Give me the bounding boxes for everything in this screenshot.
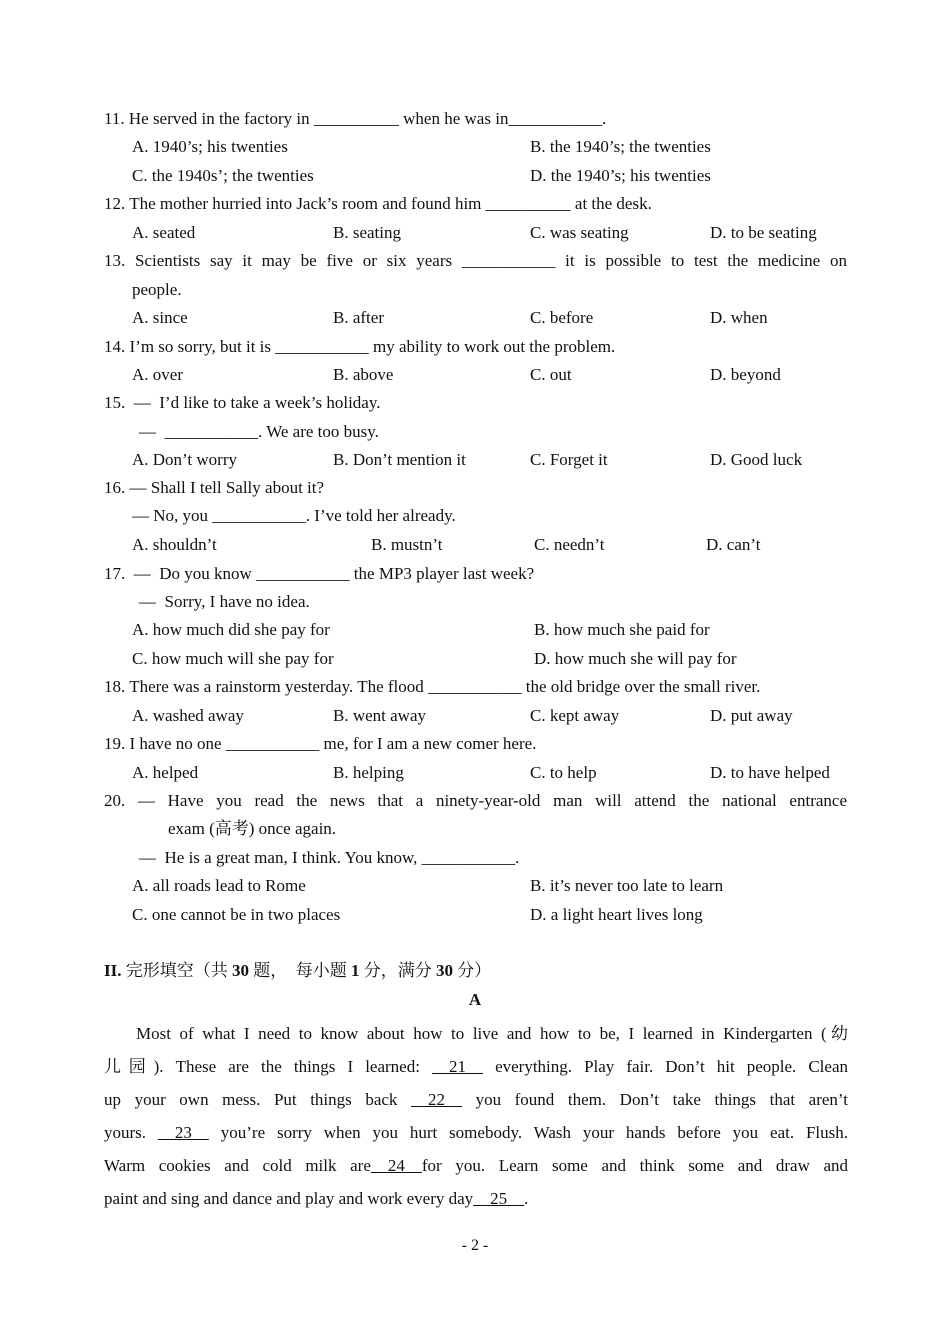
question-12-option-b: B. seating <box>333 223 401 242</box>
blank-21[interactable]: 21 <box>449 1057 466 1076</box>
question-12-stem: 12. The mother hurried into Jack’s room and found him __________ at the desk. <box>104 194 652 213</box>
question-13-option-b: B. after <box>333 308 384 327</box>
passage-line-4: yours. 23 you’re sorry when you hurt somebody. Wash your hands before you eat. Flush. <box>104 1116 848 1149</box>
question-19-stem: 19. I have no one ___________ me, for I am a new comer here. <box>104 734 537 753</box>
question-19-option-a: A. helped <box>132 763 199 782</box>
question-14-stem: 14. I’m so sorry, but it is ___________ my ability to work out the problem. <box>104 337 616 356</box>
question-15-option-c: C. Forget it <box>530 450 608 469</box>
question-15-stem: 15. — I’d like to take a week’s holiday. <box>104 393 381 412</box>
question-17-option-a: A. how much did she pay for <box>132 620 330 639</box>
question-11-option-d: D. the 1940’s; his twenties <box>530 166 711 185</box>
question-11-option-b: B. the 1940’s; the twenties <box>530 137 711 156</box>
passage-line-1: Most of what I need to know about how to live and how to be, I learned in Kindergarten (幼 <box>136 1024 848 1043</box>
question-19-option-d: D. to have helped <box>710 763 830 782</box>
question-11-option-a: A. 1940’s; his twenties <box>132 137 288 156</box>
question-20-stem-cont: exam (高考) once again. <box>168 819 337 838</box>
question-20-option-d: D. a light heart lives long <box>530 905 703 924</box>
question-12-option-d: D. to be seating <box>710 223 817 242</box>
question-16-option-c: C. needn’t <box>534 535 605 554</box>
blank-25[interactable]: 25 <box>490 1189 508 1208</box>
question-12-option-c: C. was seating <box>530 223 629 242</box>
question-20-option-c: C. one cannot be in two places <box>132 905 341 924</box>
question-16-option-d: D. can’t <box>706 535 761 554</box>
question-15-option-a: A. Don’t worry <box>132 450 237 469</box>
question-14-option-b: B. above <box>333 365 394 384</box>
passage-line-3: up your own mess. Put things back 22 you found them. Don’t take things that aren’t <box>104 1083 848 1116</box>
question-15-option-b: B. Don’t mention it <box>333 450 466 469</box>
blank-24[interactable]: 24 <box>387 1156 405 1175</box>
question-16-option-b: B. mustn’t <box>371 535 443 554</box>
question-11-option-c: C. the 1940s’; the twenties <box>132 166 314 185</box>
passage-line-2: 儿园). These are the things I learned: 21 everything. Play fair. Don’t hit people. Clean <box>104 1050 848 1083</box>
question-15-option-d: D. Good luck <box>710 450 803 469</box>
question-15-stem-cont: — ___________. We are too busy. <box>139 422 379 441</box>
question-12-option-a: A. seated <box>132 223 196 242</box>
passage-line-5: Warm cookies and cold milk are 24 for you. Learn some and think some and draw and <box>104 1149 848 1182</box>
question-16-stem: 16. — Shall I tell Sally about it? <box>104 478 325 497</box>
question-14-option-a: A. over <box>132 365 183 384</box>
question-13-stem: 13. Scientists say it may be five or six years ___________ it is possible to test the medicine on <box>104 251 847 270</box>
question-16-option-a: A. shouldn’t <box>132 535 217 554</box>
section-number: II. <box>104 961 122 980</box>
question-13-option-d: D. when <box>710 308 768 327</box>
question-13-stem-cont: people. <box>132 280 182 299</box>
question-19-option-b: B. helping <box>333 763 404 782</box>
question-17-stem: 17. — Do you know ___________ the MP3 player last week? <box>104 564 535 583</box>
question-14-option-c: C. out <box>530 365 572 384</box>
question-13-option-a: A. since <box>132 308 188 327</box>
question-20-option-b: B. it’s never too late to learn <box>530 876 724 895</box>
question-20-option-a: A. all roads lead to Rome <box>132 876 306 895</box>
page-number: - 2 - <box>461 1237 489 1254</box>
question-11-stem: 11. He served in the factory in __________ when he was in___________. <box>104 109 607 128</box>
blank-23[interactable]: 23 <box>174 1123 192 1142</box>
question-17-stem-cont: — Sorry, I have no idea. <box>139 592 310 611</box>
question-18-option-c: C. kept away <box>530 706 620 725</box>
question-18-option-d: D. put away <box>710 706 793 725</box>
question-17-option-b: B. how much she paid for <box>534 620 710 639</box>
question-16-stem-cont: — No, you ___________. I’ve told her already. <box>132 506 456 525</box>
question-18-stem: 18. There was a rainstorm yesterday. The flood ___________ the old bridge over the small river. <box>104 677 761 696</box>
passage-line-6: paint and sing and dance and play and work every day 25 . <box>104 1182 848 1215</box>
blank-22[interactable]: 22 <box>428 1090 445 1109</box>
question-13-option-c: C. before <box>530 308 594 327</box>
question-17-option-c: C. how much will she pay for <box>132 649 334 668</box>
question-18-option-a: A. washed away <box>132 706 244 725</box>
question-19-option-c: C. to help <box>530 763 597 782</box>
question-17-option-d: D. how much she will pay for <box>534 649 737 668</box>
section-heading: II. 完形填空（共 30 题， 每小题 1 分，满分 30 分） <box>104 961 492 980</box>
question-14-option-d: D. beyond <box>710 365 781 384</box>
question-18-option-b: B. went away <box>333 706 427 725</box>
question-20-stem-reply: — He is a great man, I think. You know, ___________. <box>139 848 520 867</box>
passage-label: A <box>468 990 482 1009</box>
question-20-stem: 20. — Have you read the news that a ninety-year-old man will attend the national entrance <box>104 791 847 810</box>
